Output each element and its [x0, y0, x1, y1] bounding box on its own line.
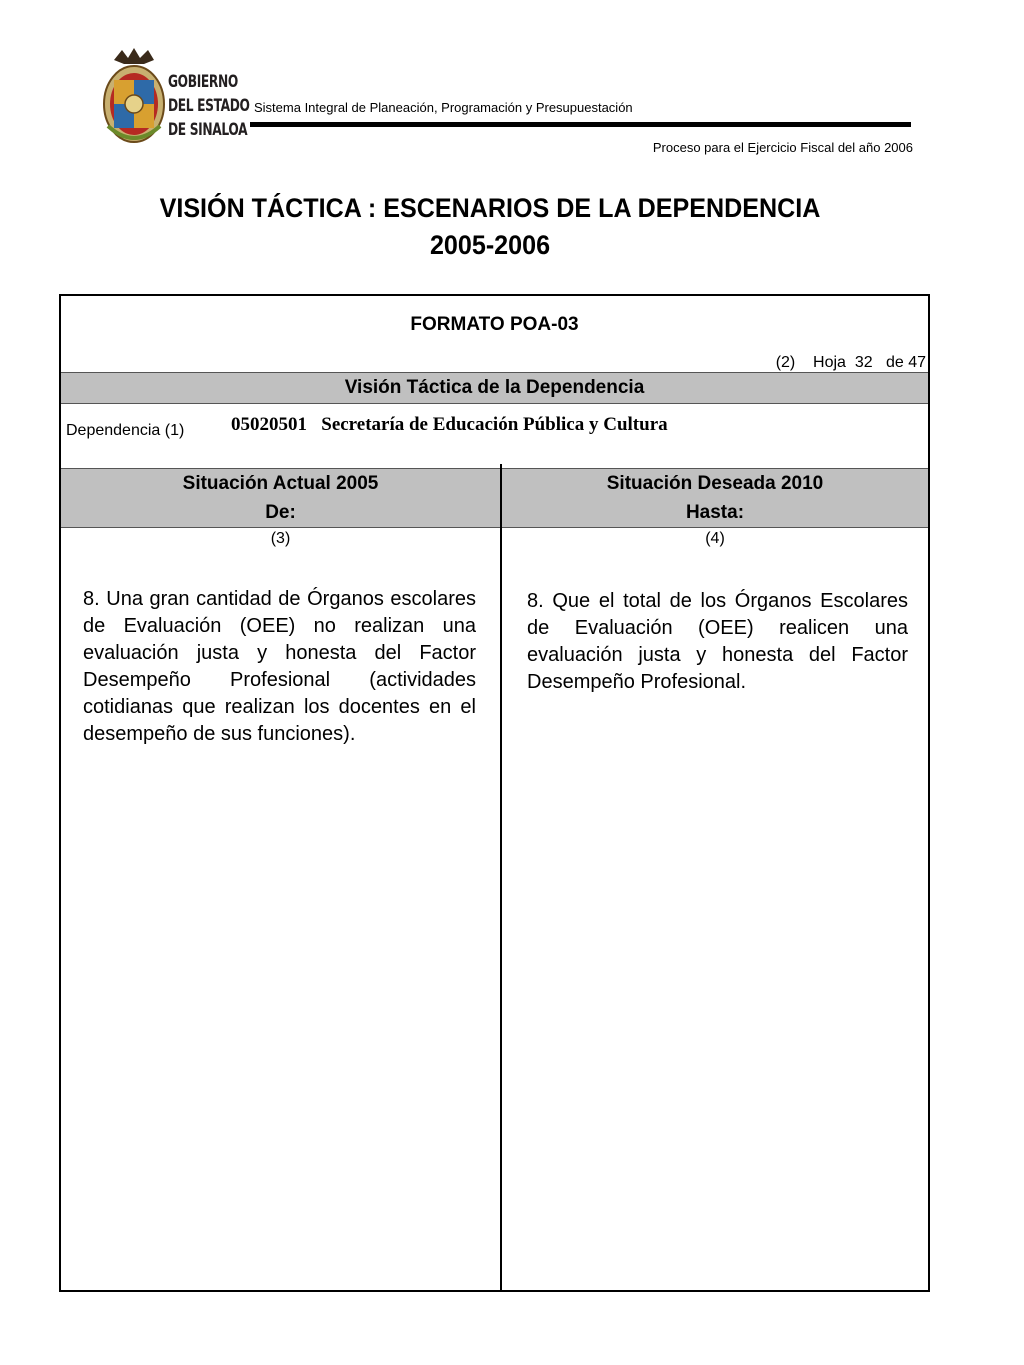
page-title-line-2: 2005-2006 [429, 230, 551, 260]
dependencia-value: 05020501 Secretaría de Educación Pública y Cultura [231, 414, 668, 435]
column-divider [500, 464, 502, 1290]
page-title [0, 190, 980, 264]
fiscal-process-text: Proceso para el Ejercicio Fiscal del año 2006 [652, 140, 913, 155]
logo-text-line-3: DE SINALOA [168, 120, 248, 140]
system-title: Sistema Integral de Planeación, Programación y Presupuestación [254, 100, 633, 115]
column-subheading-current: De: [265, 502, 296, 523]
form-code: FORMATO POA-03 [410, 314, 579, 335]
column-heading-desired: Situación Deseada 2010 [606, 473, 824, 494]
logo-wordmark [168, 70, 250, 142]
column-header-desired [502, 468, 928, 528]
current-situation-text: 8. Una gran cantidad de Órganos escolares de Evaluación (OEE) no realizan una evaluación justa y honesta del Factor Desempeño Profesional (actividades cotidianas que realizan los docentes en el desempeño de sus funciones). [83, 588, 476, 745]
section-title: Visión Táctica de la Dependencia [61, 372, 928, 404]
header-divider [250, 122, 911, 127]
column-subheading-desired: Hasta: [685, 502, 745, 523]
poa-form [59, 294, 930, 1292]
column-heading-current: Situación Actual 2005 [182, 473, 379, 494]
sheet-number: (2) Hoja 32 de 47 [775, 354, 926, 371]
dependencia-label: Dependencia (1) [66, 422, 185, 439]
desired-situation-text: 8. Que el total de los Órganos Escolares de Evaluación (OEE) realicen una evaluación justa y honesta del Factor Desempeño Profesional. [527, 590, 908, 693]
ref-number-desired: (4) [705, 530, 725, 547]
page-title-line-1: VISIÓN TÁCTICA : ESCENARIOS DE LA DEPENDENCIA [159, 193, 821, 223]
logo-text-line-2: DEL ESTADO [168, 96, 250, 116]
ref-number-current: (3) [270, 530, 291, 547]
column-header-current [61, 468, 500, 528]
logo-text-line-1: GOBIERNO [168, 72, 238, 92]
